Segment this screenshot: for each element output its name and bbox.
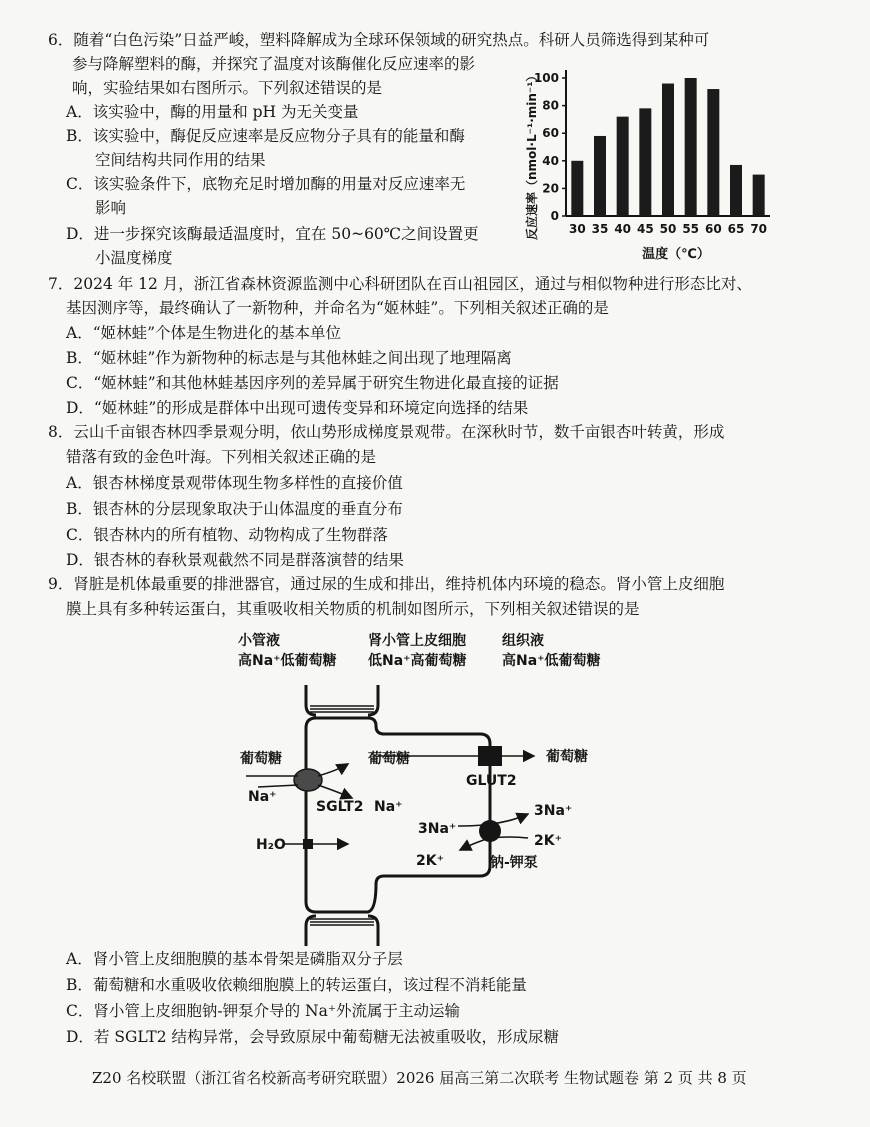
q6-option-d-line1: D．进一步探究该酶最适温度时，宜在 50~60℃之间设置更 xyxy=(66,225,479,243)
x-tick-label: 40 xyxy=(614,222,632,236)
tight-junction-top xyxy=(310,706,374,712)
bar xyxy=(730,165,742,216)
na-arrow-into-cell xyxy=(318,785,352,798)
q7-option-d: D．“姬林蛙”的形成是群体中出现可遗传变异和环境定向选择的结果 xyxy=(66,399,529,417)
cell-concentration: 低Na⁺高葡萄糖 xyxy=(368,653,467,669)
temperature-rate-chart xyxy=(518,58,780,268)
bar xyxy=(571,161,583,216)
water-label: H₂O xyxy=(256,837,286,853)
kidney-transport-diagram xyxy=(228,630,648,946)
y-tick-label: 60 xyxy=(542,126,559,141)
na-arrow-left xyxy=(258,785,298,787)
k2-in-label: 2K⁺ xyxy=(416,853,444,869)
cell-label: 肾小管上皮细胞 xyxy=(368,633,466,649)
q9-option-d: D．若 SGLT2 结构异常，会导致原尿中葡萄糖无法被重吸收，形成尿糖 xyxy=(66,1028,560,1046)
lumen-label: 小管液 xyxy=(238,633,280,649)
na-lumen-label: Na⁺ xyxy=(248,789,277,805)
x-tick-label: 30 xyxy=(568,222,586,236)
na3-out-label: 3Na⁺ xyxy=(534,803,573,819)
bar xyxy=(707,89,719,216)
bar xyxy=(639,108,651,216)
q8-option-d: D．银杏林的春秋景观截然不同是群落演替的结果 xyxy=(66,551,404,569)
transport-diagram-svg xyxy=(228,630,648,946)
sglt2-label: SGLT2 xyxy=(316,799,364,815)
q6-option-b-line2: 空间结构共同作用的结果 xyxy=(95,151,266,169)
glut2-label: GLUT2 xyxy=(466,773,517,789)
q7-stem-line2: 基因测序等，最终确认了一新物种，并命名为“姬林蛙”。下列相关叙述正确的是 xyxy=(66,299,609,317)
q6-option-a: A．该实验中，酶的用量和 pH 为无关变量 xyxy=(66,103,359,121)
tight-junction-bottom xyxy=(310,919,374,925)
q8-stem-line2: 错落有致的金色叶海。下列相关叙述正确的是 xyxy=(66,448,377,466)
na-cell-label: Na⁺ xyxy=(374,799,403,815)
q8-option-b: B．银杏林的分层现象取决于山体温度的垂直分布 xyxy=(66,500,403,518)
glucose-interstitial-label: 葡萄糖 xyxy=(546,749,588,765)
lumen-concentration: 高Na⁺低葡萄糖 xyxy=(238,653,337,669)
membrane-left-neighbor-bottom xyxy=(306,916,378,946)
bar xyxy=(662,84,674,216)
interstitial-concentration: 高Na⁺低葡萄糖 xyxy=(502,653,601,669)
x-axis-label: 温度（℃） xyxy=(642,247,710,262)
y-tick-label: 0 xyxy=(550,209,559,223)
q6-option-b-line1: B．该实验中，酶促反应速率是反应物分子具有的能量和酶 xyxy=(66,127,465,145)
q9-stem-line1: 9．肾脏是机体最重要的排泄器官，通过尿的生成和排出，维持机体内环境的稳态。肾小管上皮细胞 xyxy=(48,575,725,593)
membrane-left-neighbor-top xyxy=(306,685,378,715)
q8-option-c: C．银杏林内的所有植物、动物构成了生物群落 xyxy=(66,526,388,544)
q7-stem-line1: 7．2024 年 12 月，浙江省森林资源监测中心科研团队在百山祖园区，通过与相似物种进行形态比对、 xyxy=(48,275,752,293)
q9-stem-line2: 膜上具有多种转运蛋白，其重吸收相关物质的机制如图所示，下列相关叙述错误的是 xyxy=(66,600,640,618)
q8-stem-line1: 8．云山千亩银杏林四季景观分明，依山势形成梯度景观带。在深秋时节，数千亩银杏叶转黄，形成 xyxy=(48,423,725,441)
glucose-cell-label: 葡萄糖 xyxy=(368,751,410,767)
y-tick-label: 80 xyxy=(542,98,559,113)
q7-option-c: C．“姬林蛙”和其他林蛙基因序列的差异属于研究生物进化最直接的证据 xyxy=(66,374,559,392)
bar-chart-svg xyxy=(518,58,780,268)
q6-stem-line1: 6．随着“白色污染”日益严峻，塑料降解成为全球环保领域的研究热点。科研人员筛选得到某种可 xyxy=(48,31,710,49)
page-footer: Z20 名校联盟（浙江省名校新高考研究联盟）2026 届高三第二次联考 生物试题卷 第 2 页 共 8 页 xyxy=(92,1069,747,1087)
y-tick-label: 20 xyxy=(542,181,559,196)
q9-option-c: C．肾小管上皮细胞钠-钾泵介导的 Na⁺外流属于主动运输 xyxy=(66,1002,461,1020)
sglt2-transporter xyxy=(294,769,322,791)
bar xyxy=(594,136,606,216)
q6-option-d-line2: 小温度梯度 xyxy=(95,249,173,267)
na3-in-label: 3Na⁺ xyxy=(418,821,457,837)
bar xyxy=(617,117,629,216)
q7-option-b: B．“姬林蛙”作为新物种的标志是与其他林蛙之间出现了地理隔离 xyxy=(66,349,512,367)
y-tick-label: 40 xyxy=(542,153,559,168)
q6-option-c-line2: 影响 xyxy=(95,199,127,217)
x-tick-label: 70 xyxy=(750,222,768,236)
x-tick-label: 55 xyxy=(682,222,700,236)
x-tick-label: 65 xyxy=(727,222,745,236)
y-axis-label: 反应速率（nmol·L⁻¹·min⁻¹） xyxy=(525,69,539,240)
x-tick-label: 60 xyxy=(704,222,722,236)
q8-option-a: A．银杏林梯度景观带体现生物多样性的直接价值 xyxy=(66,474,403,492)
bar xyxy=(685,78,697,216)
bar xyxy=(753,175,765,216)
interstitial-label: 组织液 xyxy=(502,633,544,649)
glucose-lumen-label: 葡萄糖 xyxy=(240,751,282,767)
q6-stem-line3: 响，实验结果如右图所示。下列叙述错误的是 xyxy=(72,79,383,97)
x-tick-label: 50 xyxy=(659,222,677,236)
y-tick-label: 100 xyxy=(533,71,559,85)
q7-option-a: A．“姬林蛙”个体是生物进化的基本单位 xyxy=(66,324,342,342)
q6-option-c-line1: C．该实验条件下，底物充足时增加酶的用量对反应速率无 xyxy=(66,175,466,193)
x-tick-label: 35 xyxy=(591,222,609,236)
glucose-arrow-into-cell xyxy=(318,764,348,776)
na-k-pump-label: 钠-钾泵 xyxy=(490,855,538,871)
x-tick-label: 45 xyxy=(636,222,654,236)
q9-option-a: A．肾小管上皮细胞膜的基本骨架是磷脂双分子层 xyxy=(66,950,403,968)
q6-stem-line2: 参与降解塑料的酶，并探究了温度对该酶催化反应速率的影 xyxy=(72,55,476,73)
q9-option-b: B．葡萄糖和水重吸收依赖细胞膜上的转运蛋白，该过程不消耗能量 xyxy=(66,976,527,994)
k2-out-label: 2K⁺ xyxy=(534,833,562,849)
na-out-arrow xyxy=(458,814,528,826)
